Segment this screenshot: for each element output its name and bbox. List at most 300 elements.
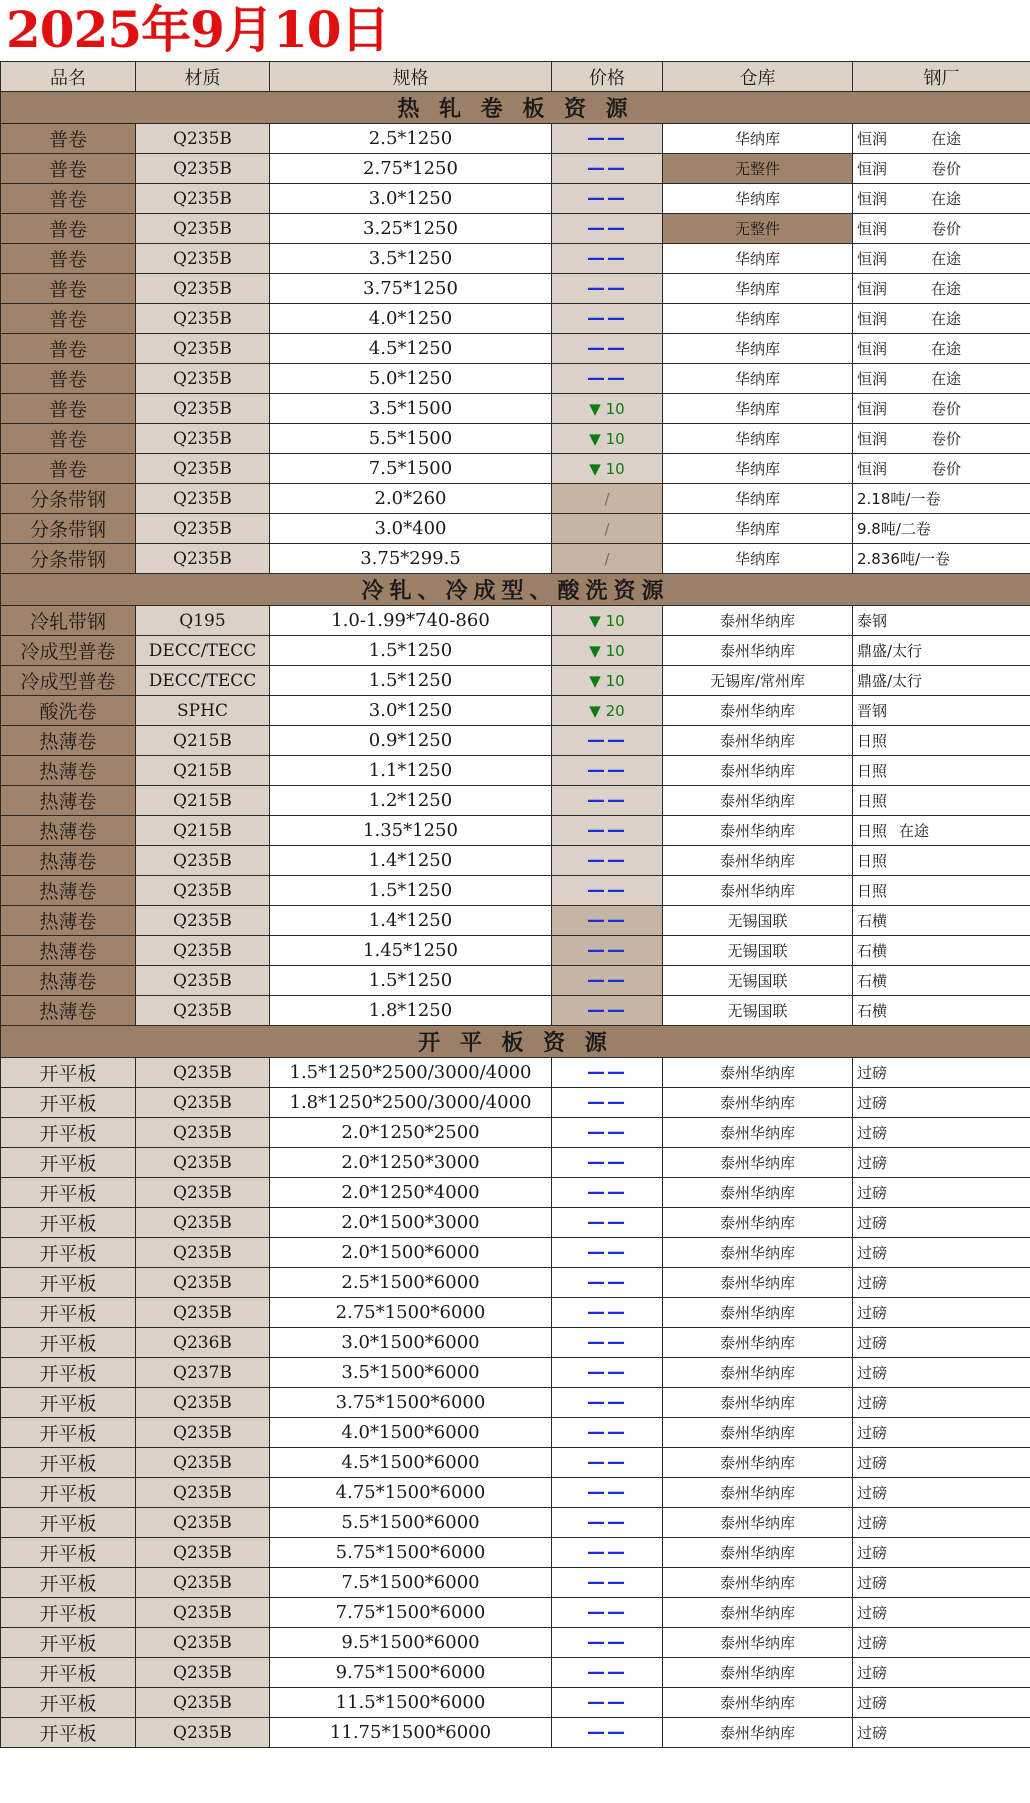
table-row[interactable] — [1, 1598, 1030, 1628]
mill-cell — [853, 996, 1030, 1026]
mill-cell — [853, 1058, 1030, 1088]
product-name-cell: 分条带钢 — [1, 544, 136, 574]
mill-cell — [853, 876, 1030, 906]
material-cell: Q235B — [136, 1058, 270, 1088]
mill-name: 过磅 — [857, 1364, 888, 1382]
table-row[interactable] — [1, 666, 1030, 696]
warehouse-cell: 泰州华纳库 — [663, 1268, 853, 1298]
material-cell: Q235B — [136, 124, 270, 154]
price-unchanged-marker: —— — [587, 158, 627, 179]
spec-cell: 7.5*1500*6000 — [270, 1568, 552, 1598]
table-row[interactable] — [1, 1118, 1030, 1148]
mill-note: 在途 — [931, 310, 962, 328]
material-cell: Q235B — [136, 996, 270, 1026]
material-cell: Q235B — [136, 1448, 270, 1478]
product-name-cell: 普卷 — [1, 454, 136, 484]
product-name-cell: 热薄卷 — [1, 726, 136, 756]
mill-note: 在途 — [931, 130, 962, 148]
spec-cell: 1.1*1250 — [270, 756, 552, 786]
mill-cell — [853, 1478, 1030, 1508]
price-unchanged-marker: —— — [587, 730, 627, 751]
mill-name: 日照 — [857, 822, 888, 840]
product-name-cell: 普卷 — [1, 184, 136, 214]
material-cell: Q235B — [136, 846, 270, 876]
price-unchanged-marker: —— — [587, 1632, 627, 1653]
price-cell — [552, 1598, 663, 1628]
price-unchanged-marker: —— — [587, 1452, 627, 1473]
material-cell: Q235B — [136, 364, 270, 394]
table-row[interactable] — [1, 484, 1030, 514]
table-row[interactable] — [1, 1418, 1030, 1448]
table-row[interactable] — [1, 726, 1030, 756]
mill-cell — [853, 1118, 1030, 1148]
material-cell: Q235B — [136, 1718, 270, 1748]
table-row[interactable] — [1, 606, 1030, 636]
mill-cell — [853, 936, 1030, 966]
table-row[interactable] — [1, 514, 1030, 544]
mill-name: 石横 — [857, 1002, 888, 1020]
price-cell — [552, 666, 663, 696]
warehouse-cell: 泰州华纳库 — [663, 1298, 853, 1328]
price-unchanged-marker: —— — [587, 218, 627, 239]
product-name-cell: 分条带钢 — [1, 484, 136, 514]
mill-name: 过磅 — [857, 1274, 888, 1292]
table-row[interactable] — [1, 1688, 1030, 1718]
table-row[interactable] — [1, 1058, 1030, 1088]
table-row[interactable] — [1, 184, 1030, 214]
price-cell — [552, 1478, 663, 1508]
warehouse-cell: 泰州华纳库 — [663, 606, 853, 636]
mill-cell — [853, 244, 1030, 274]
price-down-indicator: ▼ 20 — [589, 701, 625, 720]
material-cell: Q235B — [136, 304, 270, 334]
price-unchanged-marker: —— — [587, 940, 627, 961]
mill-name: 鼎盛/太行 — [857, 672, 923, 690]
price-cell — [552, 1088, 663, 1118]
material-cell: Q235B — [136, 1568, 270, 1598]
product-name-cell: 开平板 — [1, 1628, 136, 1658]
material-cell: Q235B — [136, 244, 270, 274]
price-cell — [552, 1658, 663, 1688]
price-down-indicator: ▼ 10 — [589, 611, 625, 630]
table-row[interactable] — [1, 124, 1030, 154]
mill-cell — [853, 1298, 1030, 1328]
page-title: 2025年9月10日 — [6, 0, 390, 59]
material-cell: Q235B — [136, 1208, 270, 1238]
mill-cell — [853, 304, 1030, 334]
warehouse-cell: 华纳库 — [663, 394, 853, 424]
price-unchanged-marker: —— — [587, 368, 627, 389]
product-name-cell: 冷成型普卷 — [1, 666, 136, 696]
spec-cell: 1.8*1250 — [270, 996, 552, 1026]
material-cell: Q235B — [136, 424, 270, 454]
product-name-cell: 开平板 — [1, 1358, 136, 1388]
mill-note: 在途 — [931, 370, 962, 388]
mill-note: 卷价 — [931, 220, 962, 238]
spec-cell: 1.8*1250*2500/3000/4000 — [270, 1088, 552, 1118]
price-cell — [552, 394, 663, 424]
price-unchanged-marker: —— — [587, 248, 627, 269]
mill-note: 在途 — [931, 250, 962, 268]
table-row[interactable] — [1, 1328, 1030, 1358]
mill-cell — [853, 484, 1030, 514]
product-name-cell: 开平板 — [1, 1718, 136, 1748]
mill-name: 过磅 — [857, 1424, 888, 1442]
spec-cell: 2.0*1250*4000 — [270, 1178, 552, 1208]
warehouse-cell: 华纳库 — [663, 244, 853, 274]
mill-cell — [853, 1658, 1030, 1688]
warehouse-cell: 泰州华纳库 — [663, 1058, 853, 1088]
spec-cell: 3.5*1500*6000 — [270, 1358, 552, 1388]
product-name-cell: 冷轧带钢 — [1, 606, 136, 636]
mill-name: 过磅 — [857, 1604, 888, 1622]
spec-cell: 1.5*1250 — [270, 666, 552, 696]
price-unchanged-marker: —— — [587, 1332, 627, 1353]
price-cell — [552, 1688, 663, 1718]
table-row[interactable] — [1, 1628, 1030, 1658]
product-name-cell: 酸洗卷 — [1, 696, 136, 726]
material-cell: Q235B — [136, 1598, 270, 1628]
mill-name: 恒润 — [857, 190, 888, 208]
product-name-cell: 热薄卷 — [1, 906, 136, 936]
mill-cell — [853, 1388, 1030, 1418]
mill-name: 过磅 — [857, 1574, 888, 1592]
mill-cell — [853, 214, 1030, 244]
price-unchanged-marker: —— — [587, 760, 627, 781]
table-row[interactable] — [1, 154, 1030, 184]
price-unchanged-marker: —— — [587, 1062, 627, 1083]
mill-name: 恒润 — [857, 220, 888, 238]
price-unchanged-marker: —— — [587, 880, 627, 901]
warehouse-cell: 泰州华纳库 — [663, 1418, 853, 1448]
warehouse-cell: 无锡国联 — [663, 936, 853, 966]
price-cell — [552, 484, 663, 514]
warehouse-cell: 泰州华纳库 — [663, 1718, 853, 1748]
table-row[interactable] — [1, 304, 1030, 334]
warehouse-cell: 华纳库 — [663, 514, 853, 544]
table-row[interactable] — [1, 1388, 1030, 1418]
warehouse-cell: 泰州华纳库 — [663, 1388, 853, 1418]
mill-cell — [853, 334, 1030, 364]
spec-cell: 3.75*1250 — [270, 274, 552, 304]
price-cell — [552, 304, 663, 334]
spec-cell: 1.2*1250 — [270, 786, 552, 816]
table-row[interactable] — [1, 1448, 1030, 1478]
price-unchanged-marker: —— — [587, 1572, 627, 1593]
warehouse-cell: 无整件 — [663, 154, 853, 184]
table-row[interactable] — [1, 1238, 1030, 1268]
price-cell — [552, 1448, 663, 1478]
warehouse-cell: 华纳库 — [663, 364, 853, 394]
product-name-cell: 开平板 — [1, 1238, 136, 1268]
warehouse-cell: 泰州华纳库 — [663, 1538, 853, 1568]
price-cell — [552, 756, 663, 786]
price-unchanged-marker: —— — [587, 1000, 627, 1021]
spec-cell: 2.0*260 — [270, 484, 552, 514]
table-row[interactable] — [1, 636, 1030, 666]
table-row[interactable] — [1, 1178, 1030, 1208]
mill-cell — [853, 1208, 1030, 1238]
table-row[interactable] — [1, 1148, 1030, 1178]
spec-cell: 3.25*1250 — [270, 214, 552, 244]
header-price: 价格 — [552, 62, 663, 92]
mill-cell — [853, 124, 1030, 154]
mill-name: 过磅 — [857, 1184, 888, 1202]
material-cell: SPHC — [136, 696, 270, 726]
table-row[interactable] — [1, 214, 1030, 244]
header-material: 材质 — [136, 62, 270, 92]
section-title: 热 轧 卷 板 资 源 — [1, 92, 1030, 124]
table-row[interactable] — [1, 1658, 1030, 1688]
spec-cell: 2.0*1250*3000 — [270, 1148, 552, 1178]
price-unchanged-marker: —— — [587, 1662, 627, 1683]
price-cell — [552, 1628, 663, 1658]
mill-name: 过磅 — [857, 1454, 888, 1472]
price-cell — [552, 966, 663, 996]
product-name-cell: 开平板 — [1, 1118, 136, 1148]
product-name-cell: 热薄卷 — [1, 996, 136, 1026]
price-cell — [552, 124, 663, 154]
price-down-indicator: ▼ 10 — [589, 671, 625, 690]
table-row[interactable] — [1, 1358, 1030, 1388]
spec-cell: 3.5*1500 — [270, 394, 552, 424]
price-cell — [552, 906, 663, 936]
warehouse-cell: 泰州华纳库 — [663, 1478, 853, 1508]
price-cell — [552, 364, 663, 394]
mill-name: 过磅 — [857, 1214, 888, 1232]
table-row[interactable] — [1, 876, 1030, 906]
price-unchanged-marker: —— — [587, 1272, 627, 1293]
mill-cell — [853, 1418, 1030, 1448]
table-row[interactable] — [1, 364, 1030, 394]
price-cell — [552, 936, 663, 966]
spec-cell: 5.75*1500*6000 — [270, 1538, 552, 1568]
material-cell: Q236B — [136, 1328, 270, 1358]
mill-name: 9.8吨/二卷 — [857, 520, 931, 538]
table-row[interactable] — [1, 394, 1030, 424]
table-row[interactable] — [1, 454, 1030, 484]
table-row[interactable] — [1, 334, 1030, 364]
table-row[interactable] — [1, 1208, 1030, 1238]
product-name-cell: 开平板 — [1, 1418, 136, 1448]
warehouse-cell: 泰州华纳库 — [663, 1598, 853, 1628]
price-unchanged-marker: —— — [587, 850, 627, 871]
table-row[interactable] — [1, 1088, 1030, 1118]
price-unchanged-marker: —— — [587, 128, 627, 149]
table-row[interactable] — [1, 996, 1030, 1026]
warehouse-cell: 无锡国联 — [663, 906, 853, 936]
mill-cell — [853, 1688, 1030, 1718]
table-row[interactable] — [1, 966, 1030, 996]
mill-name: 石横 — [857, 912, 888, 930]
warehouse-cell: 泰州华纳库 — [663, 1208, 853, 1238]
mill-name: 过磅 — [857, 1154, 888, 1172]
mill-cell — [853, 1628, 1030, 1658]
price-cell — [552, 1538, 663, 1568]
warehouse-cell: 泰州华纳库 — [663, 1148, 853, 1178]
section-title: 冷轧、冷成型、酸洗资源 — [1, 574, 1030, 606]
product-name-cell: 开平板 — [1, 1388, 136, 1418]
mill-name: 日照 — [857, 732, 888, 750]
mill-name: 过磅 — [857, 1724, 888, 1742]
mill-cell — [853, 1268, 1030, 1298]
price-cell — [552, 696, 663, 726]
product-name-cell: 开平板 — [1, 1088, 136, 1118]
price-cell — [552, 1148, 663, 1178]
mill-cell — [853, 846, 1030, 876]
price-na-marker: / — [604, 519, 610, 538]
mill-cell — [853, 184, 1030, 214]
product-name-cell: 开平板 — [1, 1538, 136, 1568]
product-name-cell: 普卷 — [1, 214, 136, 244]
mill-note: 在途 — [931, 280, 962, 298]
material-cell: DECC/TECC — [136, 636, 270, 666]
table-row[interactable] — [1, 1478, 1030, 1508]
spec-cell: 11.5*1500*6000 — [270, 1688, 552, 1718]
material-cell: Q235B — [136, 394, 270, 424]
mill-cell — [853, 726, 1030, 756]
mill-name: 日照 — [857, 882, 888, 900]
spec-cell: 2.0*1500*6000 — [270, 1238, 552, 1268]
price-cell — [552, 1328, 663, 1358]
mill-note: 卷价 — [931, 460, 962, 478]
material-cell: Q235B — [136, 514, 270, 544]
spec-cell: 2.75*1250 — [270, 154, 552, 184]
warehouse-cell: 华纳库 — [663, 544, 853, 574]
warehouse-cell: 华纳库 — [663, 184, 853, 214]
mill-name: 恒润 — [857, 160, 888, 178]
material-cell: Q235B — [136, 454, 270, 484]
price-unchanged-marker: —— — [587, 278, 627, 299]
table-row[interactable] — [1, 906, 1030, 936]
mill-cell — [853, 1448, 1030, 1478]
product-name-cell: 开平板 — [1, 1208, 136, 1238]
table-row[interactable] — [1, 1268, 1030, 1298]
mill-cell — [853, 1088, 1030, 1118]
material-cell: Q215B — [136, 816, 270, 846]
price-cell — [552, 1178, 663, 1208]
mill-cell — [853, 1238, 1030, 1268]
warehouse-cell: 泰州华纳库 — [663, 876, 853, 906]
mill-cell — [853, 1508, 1030, 1538]
table-row[interactable] — [1, 274, 1030, 304]
product-name-cell: 普卷 — [1, 244, 136, 274]
price-cell — [552, 1268, 663, 1298]
price-unchanged-marker: —— — [587, 1242, 627, 1263]
table-row[interactable] — [1, 936, 1030, 966]
mill-cell — [853, 544, 1030, 574]
warehouse-cell: 泰州华纳库 — [663, 846, 853, 876]
product-name-cell: 普卷 — [1, 334, 136, 364]
header-row — [1, 62, 1030, 92]
price-cell — [552, 274, 663, 304]
price-na-marker: / — [604, 489, 610, 508]
table-row[interactable] — [1, 816, 1030, 846]
table-row[interactable] — [1, 696, 1030, 726]
mill-name: 恒润 — [857, 340, 888, 358]
price-cell — [552, 846, 663, 876]
spec-cell: 3.0*1500*6000 — [270, 1328, 552, 1358]
price-down-indicator: ▼ 10 — [589, 641, 625, 660]
product-name-cell: 开平板 — [1, 1688, 136, 1718]
mill-name: 过磅 — [857, 1334, 888, 1352]
table-row[interactable] — [1, 846, 1030, 876]
mill-name: 恒润 — [857, 370, 888, 388]
spec-cell: 1.35*1250 — [270, 816, 552, 846]
table-row[interactable] — [1, 1568, 1030, 1598]
warehouse-cell: 泰州华纳库 — [663, 1118, 853, 1148]
material-cell: Q235B — [136, 1298, 270, 1328]
product-name-cell: 分条带钢 — [1, 514, 136, 544]
table-row[interactable] — [1, 756, 1030, 786]
price-cell — [552, 876, 663, 906]
price-cell — [552, 334, 663, 364]
section-header — [1, 92, 1030, 124]
spec-cell: 3.0*1250 — [270, 184, 552, 214]
warehouse-cell: 泰州华纳库 — [663, 1448, 853, 1478]
material-cell: Q235B — [136, 1538, 270, 1568]
mill-cell — [853, 1598, 1030, 1628]
spec-cell: 3.5*1250 — [270, 244, 552, 274]
mill-name: 过磅 — [857, 1514, 888, 1532]
table-row[interactable] — [1, 1298, 1030, 1328]
price-table — [0, 61, 1030, 1748]
table-row[interactable] — [1, 1538, 1030, 1568]
product-name-cell: 开平板 — [1, 1178, 136, 1208]
material-cell: Q195 — [136, 606, 270, 636]
product-name-cell: 开平板 — [1, 1298, 136, 1328]
material-cell: DECC/TECC — [136, 666, 270, 696]
mill-note: 在途 — [931, 340, 962, 358]
price-unchanged-marker: —— — [587, 820, 627, 841]
spec-cell: 2.75*1500*6000 — [270, 1298, 552, 1328]
mill-cell — [853, 394, 1030, 424]
mill-name: 日照 — [857, 852, 888, 870]
price-unchanged-marker: —— — [587, 970, 627, 991]
warehouse-cell: 泰州华纳库 — [663, 1688, 853, 1718]
table-row[interactable] — [1, 1508, 1030, 1538]
price-cell — [552, 726, 663, 756]
product-name-cell: 热薄卷 — [1, 936, 136, 966]
table-row[interactable] — [1, 544, 1030, 574]
mill-cell — [853, 1718, 1030, 1748]
price-cell — [552, 1418, 663, 1448]
price-unchanged-marker: —— — [587, 1602, 627, 1623]
price-unchanged-marker: —— — [587, 790, 627, 811]
price-cell — [552, 454, 663, 484]
mill-note: 在途 — [931, 190, 962, 208]
product-name-cell: 普卷 — [1, 364, 136, 394]
price-unchanged-marker: —— — [587, 1482, 627, 1503]
table-row[interactable] — [1, 424, 1030, 454]
mill-note: 卷价 — [931, 430, 962, 448]
mill-name: 日照 — [857, 792, 888, 810]
mill-note: 卷价 — [931, 160, 962, 178]
material-cell: Q235B — [136, 1658, 270, 1688]
mill-cell — [853, 966, 1030, 996]
table-row[interactable] — [1, 1718, 1030, 1748]
price-unchanged-marker: —— — [587, 1722, 627, 1743]
product-name-cell: 开平板 — [1, 1268, 136, 1298]
table-row[interactable] — [1, 786, 1030, 816]
table-row[interactable] — [1, 244, 1030, 274]
spec-cell: 1.5*1250*2500/3000/4000 — [270, 1058, 552, 1088]
material-cell: Q235B — [136, 1628, 270, 1658]
price-unchanged-marker: —— — [587, 1422, 627, 1443]
material-cell: Q235B — [136, 1088, 270, 1118]
warehouse-cell: 泰州华纳库 — [663, 1628, 853, 1658]
warehouse-cell: 华纳库 — [663, 424, 853, 454]
